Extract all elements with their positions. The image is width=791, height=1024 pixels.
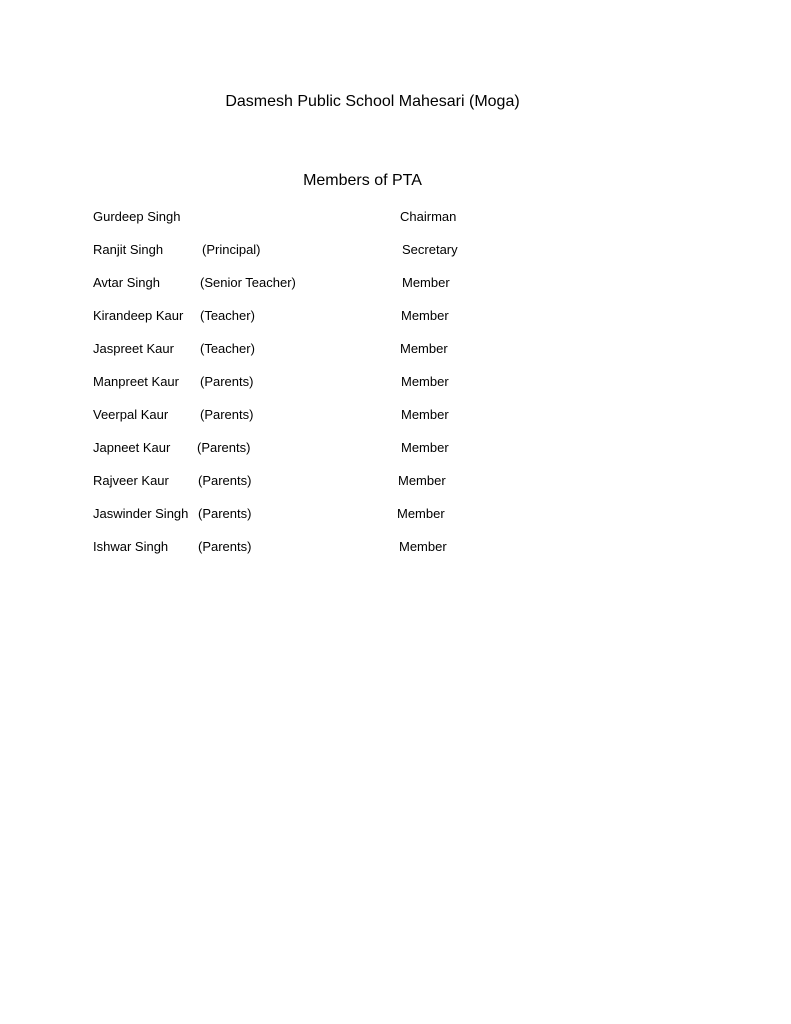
member-row [93,505,513,538]
member-role: Chairman [400,209,457,224]
member-role: Member [397,506,445,521]
member-designation: (Teacher) [200,308,255,323]
member-role: Member [401,440,449,455]
member-row [93,373,513,406]
member-designation: (Parents) [200,374,254,389]
member-name: Kirandeep Kaur [93,308,184,323]
member-row [93,307,513,340]
member-row [93,439,513,472]
member-role: Member [401,374,449,389]
section-title: Members of PTA [303,172,422,189]
member-role: Member [398,473,446,488]
member-row [93,274,513,307]
member-name: Jaswinder Singh [93,506,189,521]
member-role: Member [401,407,449,422]
member-name: Manpreet Kaur [93,374,179,389]
school-title: Dasmesh Public School Mahesari (Moga) [225,93,520,110]
member-designation: (Parents) [198,473,252,488]
member-name: Japneet Kaur [93,440,171,455]
member-name: Avtar Singh [93,275,160,290]
member-row [93,472,513,505]
member-role: Member [399,539,447,554]
member-role: Member [400,341,448,356]
member-row [93,406,513,439]
member-role: Member [402,275,450,290]
member-role: Member [401,308,449,323]
member-designation: (Parents) [198,539,252,554]
member-designation: (Parents) [200,407,254,422]
member-role: Secretary [402,242,458,257]
member-row [93,208,513,241]
member-name: Veerpal Kaur [93,407,169,422]
member-name: Gurdeep Singh [93,209,181,224]
member-name: Ranjit Singh [93,242,164,257]
member-row [93,538,513,571]
member-designation: (Parents) [197,440,251,455]
member-row [93,340,513,373]
member-name: Ishwar Singh [93,539,169,554]
member-name: Rajveer Kaur [93,473,169,488]
member-designation: (Parents) [198,506,252,521]
member-designation: (Teacher) [200,341,255,356]
member-row [93,241,513,274]
member-name: Jaspreet Kaur [93,341,174,356]
members-list [93,208,513,571]
member-designation: (Principal) [202,242,261,257]
member-designation: (Senior Teacher) [200,275,296,290]
